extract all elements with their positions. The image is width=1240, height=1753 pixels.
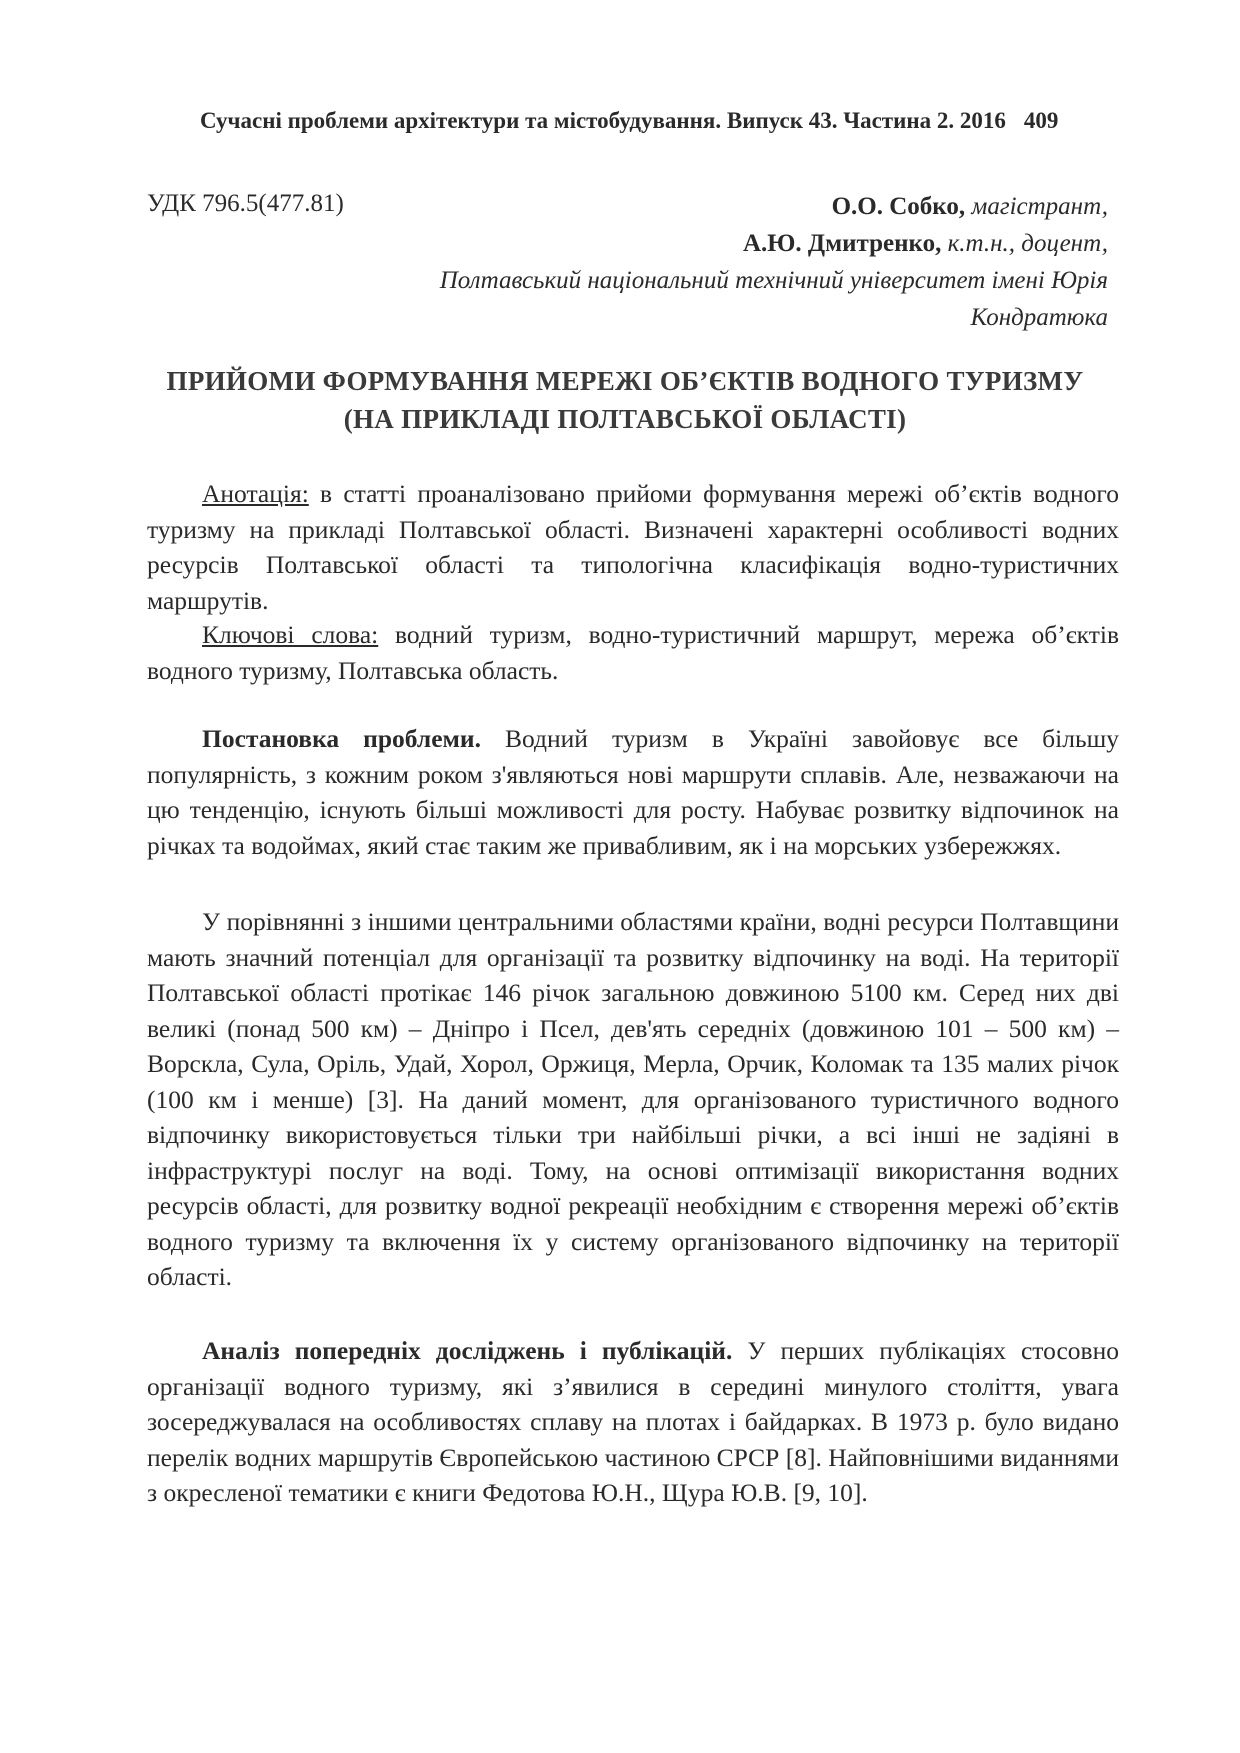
author-name: А.Ю. Дмитренко, — [742, 230, 942, 257]
authors-block — [288, 188, 1108, 336]
affiliation-line: Кондратюка — [970, 304, 1108, 331]
abstract-label: Анотація: — [202, 479, 309, 508]
author-line — [288, 225, 1108, 262]
problem-text: Водний туризм в Україні завойовує все більшу популярність, з кожним роком з'являються нові маршрути сплавів. Але, незважаючи на цю тенденцію, існують більші можливості для росту. Набуває розвитку відпочинок на річках та водоймах, який стає таким же привабливим, як і на морських узбережжях. — [147, 724, 1119, 860]
problem-paragraph-2 — [147, 904, 1119, 1295]
keywords-text: водний туризм, водно-туристичний маршрут, мережа об’єктів водного туризму, Полтавська область. — [147, 620, 1119, 685]
problem-text-2: У порівнянні з іншими центральними областями країни, водні ресурси Полтавщини мають значний потенціал для організації та розвитку відпочинку на воді. На території Полтавської області протікає 146 річок загальною довжиною 5100 км. Серед них дві великі (понад 500 км) – Дніпро і Псел, дев'ять середніх (довжиною 101 – 500 км) – Ворскла, Сула, Оріль, Удай, Хорол, Оржиця, Мерла, Орчик, Коломак та 135 малих річок (100 км і менше) [3]. На даний момент, для організованого туристичного водного відпочинку використовується тільки три найбільші річки, а всі інші не задіяні в інфраструктурі послуг на воді. Тому, на основі оптимізації використання водних ресурсів області, для розвитку водної рекреації необхідним є створення мережі об’єктів водного туризму та включення їх у систему організованого відпочинку на території області. — [147, 907, 1119, 1291]
problem-paragraph — [147, 721, 1119, 863]
page-number: 409 — [1023, 108, 1059, 133]
analysis-text: У перших публікаціях стосовно організації водного туризму, які з’явилися в середині минулого століття, увага зосереджувалася на особливостях сплаву на плотах і байдарках. В 1973 р. було видано перелік водних маршрутів Європейською частиною СРСР [8]. Найповнішими виданнями з окресленої тематики є книги Федотова Ю.Н., Щура Ю.В. [9, 10]. — [147, 1336, 1119, 1507]
author-role: магістрант, — [971, 193, 1108, 220]
section-heading-problem: Постановка проблеми. — [202, 724, 481, 753]
journal-title: Сучасні проблеми архітектури та містобудування. Випуск 43. Частина 2. 2016 — [200, 108, 1006, 133]
abstract-paragraph — [147, 476, 1119, 618]
keywords-label: Ключові слова: — [202, 620, 379, 649]
author-name: О.О. Собко, — [831, 193, 966, 220]
section-heading-analysis: Аналіз попередніх досліджень і публікацій. — [202, 1336, 733, 1365]
title-line: ПРИЙОМИ ФОРМУВАННЯ МЕРЕЖІ ОБ’ЄКТІВ ВОДНОГО ТУРИЗМУ — [166, 366, 1084, 396]
author-line — [288, 188, 1108, 225]
udk-code: УДК 796.5(477.81) — [147, 190, 344, 217]
abstract-text: в статті проаналізовано прийоми формування мережі об’єктів водного туризму на прикладі Полтавської області. Визначені характерні особливості водних ресурсів Полтавської області та типологічна класифікація водно-туристичних маршрутів. — [147, 479, 1119, 615]
running-header — [200, 108, 1120, 134]
keywords-paragraph — [147, 617, 1119, 688]
affiliation-line: Полтавський національний технічний університет імені Юрія — [439, 267, 1108, 294]
title-line: (НА ПРИКЛАДІ ПОЛТАВСЬКОЇ ОБЛАСТІ) — [343, 404, 907, 434]
author-role: к.т.н., доцент, — [947, 230, 1108, 257]
analysis-paragraph — [147, 1333, 1119, 1511]
article-title — [140, 362, 1110, 438]
